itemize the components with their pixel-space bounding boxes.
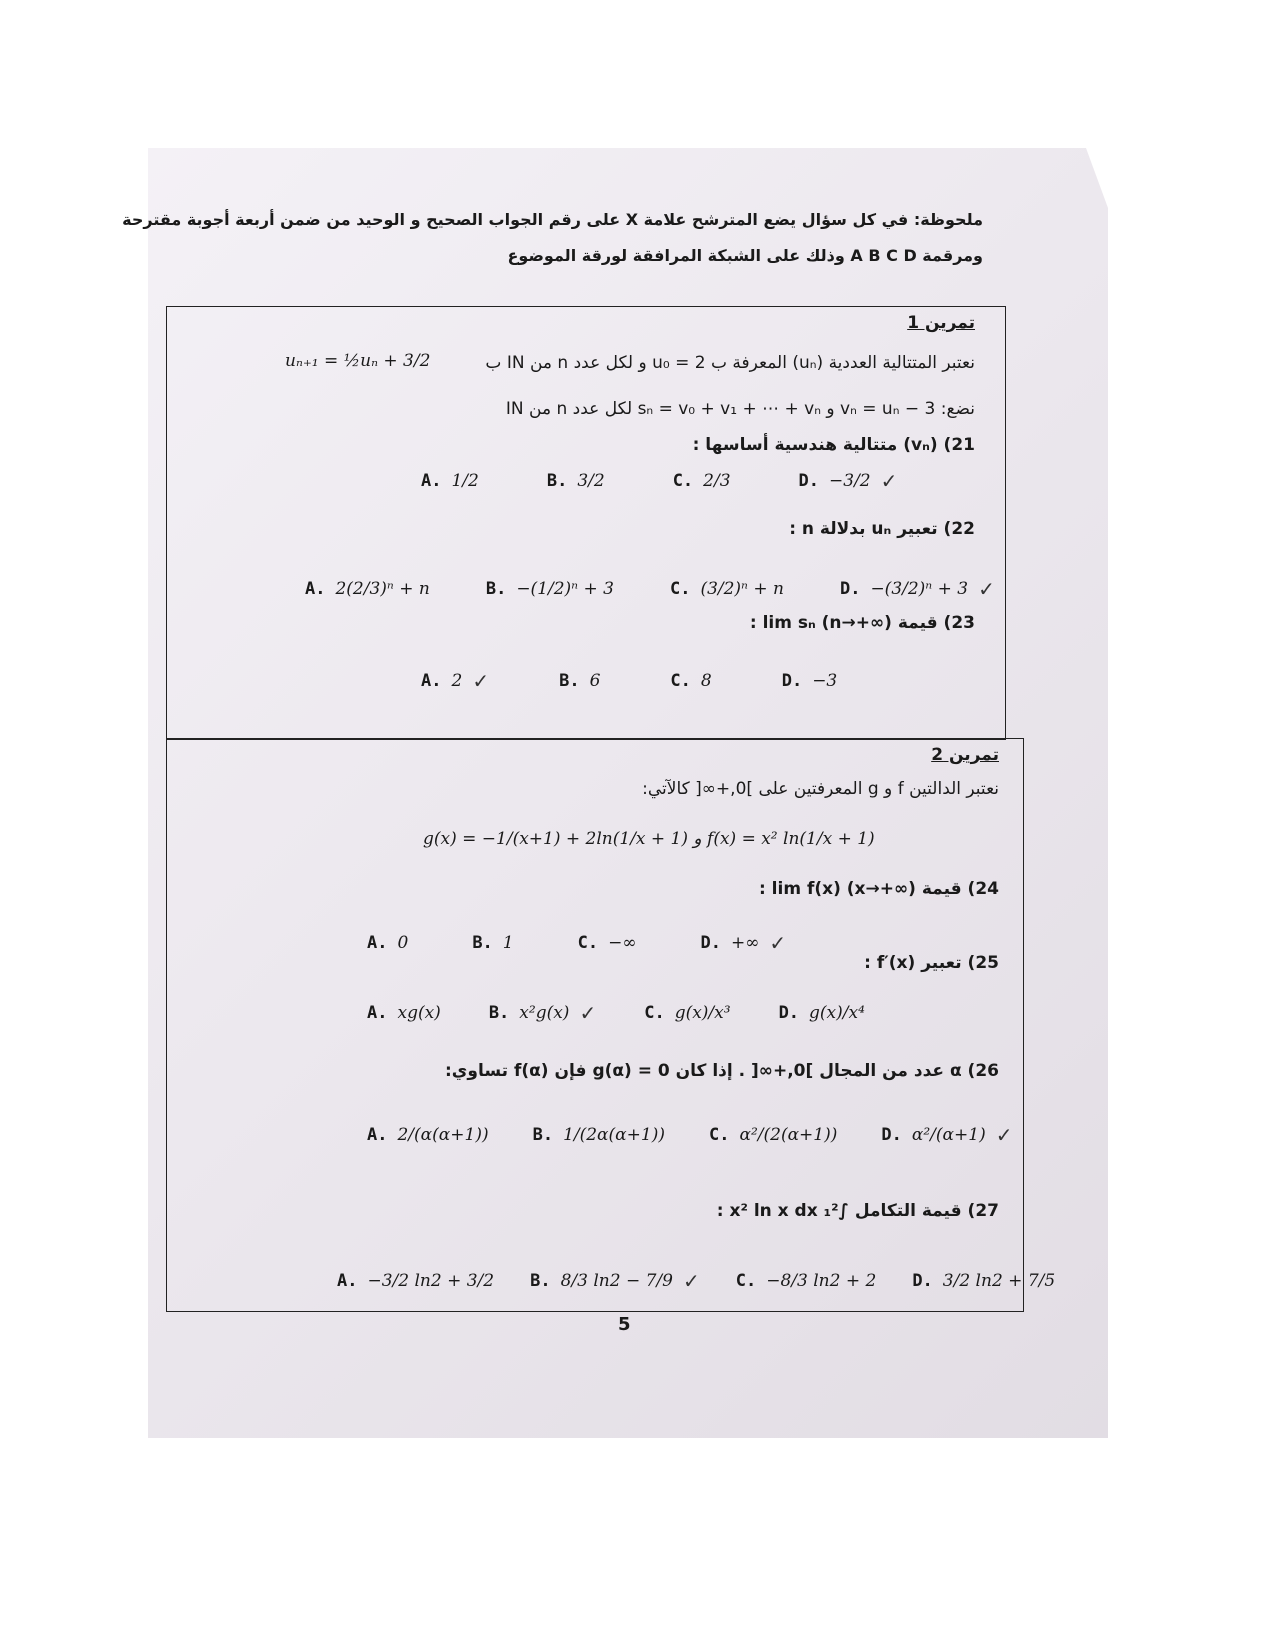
ex1-intro: نعتبر المتتالية العددية (uₙ) المعرفة ب u₀ = 2 و لكل عدد n من IN ب [485,353,975,373]
q24-option-c[interactable]: C. −∞ [577,933,637,953]
q27-option-d[interactable]: D. 3/2 ln2 + 7/5 [912,1271,1056,1291]
handwritten-mark: ✓ [579,1001,597,1025]
handwritten-mark: ✓ [995,1123,1013,1147]
page-number: 5 [618,1314,631,1335]
ex1-pose: نضع: vₙ = uₙ − 3 و sₙ = v₀ + v₁ + ⋯ + vₙ لكل عدد n من IN [505,399,975,419]
handwritten-mark: ✓ [769,931,787,955]
q23-option-d[interactable]: D. −3 [781,671,838,691]
q21-option-d[interactable]: D. −3/2 ✓ [798,469,898,493]
q21-option-c[interactable]: C. 2/3 [672,471,731,491]
handwritten-mark: ✓ [472,669,490,693]
question-25: 25) تعبير f′(x) : [864,953,999,973]
q24-option-a[interactable]: A. 0 [367,933,409,953]
q22-options [305,577,995,601]
q27-option-b[interactable]: B. 8/3 ln2 − 7/9 ✓ [530,1269,700,1293]
question-21: 21) (vₙ) متتالية هندسية أساسها : [692,435,975,455]
q22-option-a[interactable]: A. 2(2/3)ⁿ + n [305,579,430,599]
q22-option-d[interactable]: D. −(3/2)ⁿ + 3 ✓ [839,577,995,601]
q21-option-b[interactable]: B. 3/2 [546,471,605,491]
q23-option-b[interactable]: B. 6 [559,671,601,691]
q24-option-b[interactable]: B. 1 [472,933,514,953]
question-23: 23) قيمة lim sₙ (n→+∞) : [749,613,975,633]
q25-option-b[interactable]: B. x²g(x) ✓ [488,1001,597,1025]
ex1-recurrence: uₙ₊₁ = ½uₙ + 3/2 [285,351,431,371]
question-24: 24) قيمة lim f(x) (x→+∞) : [758,879,999,899]
q25-option-d[interactable]: D. g(x)/x⁴ [778,1003,865,1023]
question-22: 22) تعبير uₙ بدلالة n : [789,519,975,539]
paper-sheet [122,148,1108,1438]
handwritten-mark: ✓ [682,1269,700,1293]
q24-option-d[interactable]: D. +∞ ✓ [700,931,787,955]
page-corner-fold [1086,148,1108,208]
q22-option-c[interactable]: C. (3/2)ⁿ + n [669,579,784,599]
q25-options [367,1001,865,1025]
q26-options [367,1123,1012,1147]
q21-option-a[interactable]: A. 1/2 [421,471,479,491]
exercise-2-box [166,738,1056,1312]
q23-option-c[interactable]: C. 8 [670,671,712,691]
handwritten-mark: ✓ [978,577,995,601]
q26-option-b[interactable]: B. 1/(2α(α+1)) [532,1125,665,1145]
q27-options [337,1269,1055,1293]
question-26: 26) α عدد من المجال ]0,+∞[ . إذا كان g(α) = 0 فإن f(α) تساوي: [445,1061,999,1081]
q23-options [421,669,837,693]
question-27: 27) قيمة التكامل ∫₁² x² ln x dx : [716,1201,999,1221]
ex2-intro: نعتبر الدالتين f و g المعرفتين على ]0,+∞[ كالآتي: [642,779,999,799]
q26-option-d[interactable]: D. α²/(α+1) ✓ [881,1123,1013,1147]
q21-options [421,469,897,493]
note-line-2: ومرقمة A B C D وذلك على الشبكة المرافقة لورقة الموضوع [507,246,983,265]
q23-option-a[interactable]: A. 2 ✓ [421,669,490,693]
q25-option-a[interactable]: A. xg(x) [367,1003,441,1023]
note-line-1: ملحوظة: في كل سؤال يضع المترشح علامة X على رقم الجواب الصحيح و الوحيد من ضمن أربعة أجوبة مقترحة [122,210,983,229]
ex2-definitions: g(x) = −1/(x+1) + 2ln(1/x + 1) و f(x) = x² ln(1/x + 1) [423,829,875,849]
q26-option-a[interactable]: A. 2/(α(α+1)) [367,1125,489,1145]
q27-option-a[interactable]: A. −3/2 ln2 + 3/2 [337,1271,495,1291]
exercise-2-title: تمرين 2 [931,745,999,765]
exercise-1-title: تمرين 1 [907,313,975,333]
q24-options [367,931,786,955]
exercise-1-box [166,306,1006,740]
handwritten-mark: ✓ [880,469,898,493]
q25-option-c[interactable]: C. g(x)/x³ [644,1003,731,1023]
q27-option-c[interactable]: C. −8/3 ln2 + 2 [735,1271,877,1291]
q22-option-b[interactable]: B. −(1/2)ⁿ + 3 [485,579,614,599]
q26-option-c[interactable]: C. α²/(2(α+1)) [708,1125,838,1145]
